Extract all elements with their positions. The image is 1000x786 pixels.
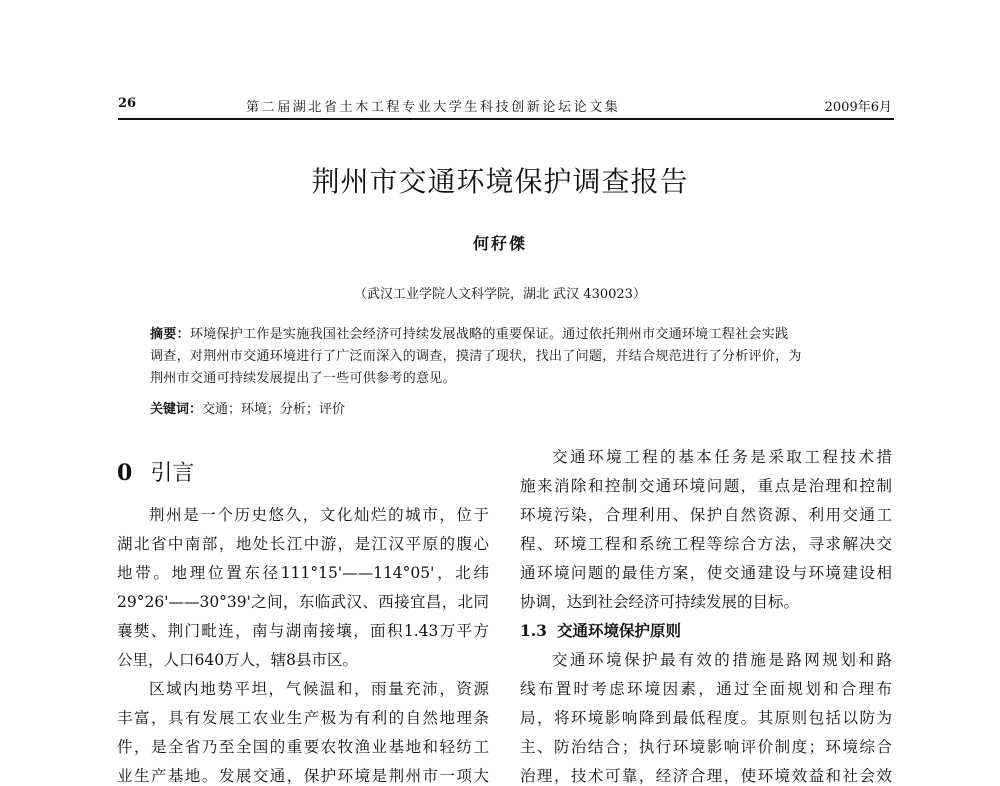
body-line: 线布置时考虑环境因素，通过全面规划和合理布 <box>520 680 892 698</box>
body-line: 程、环境工程和系统工程等综合方法，寻求解决交 <box>520 535 892 553</box>
paper-title: 荆州市交通环境保护调查报告 <box>311 165 689 198</box>
body-line: 交通环境保护最有效的措施是路网规划和路 <box>552 651 892 669</box>
body-line: 29°26'——30°39'之间，东临武汉、西接宜昌，北同 <box>117 593 489 611</box>
author-name: 何秄傑 <box>472 234 527 253</box>
body-line: 通环境问题的最佳方案，使交通建设与环境建设相 <box>520 564 892 582</box>
body-line: 丰富，具有发展工农业生产极为有利的自然地理条 <box>117 709 489 727</box>
body-line: 主、防治结合；执行环境影响评价制度；环境综合 <box>520 738 892 756</box>
running-header <box>118 96 894 120</box>
section-number: 0 <box>117 460 133 486</box>
body-line: 施来消除和控制交通环境问题，重点是治理和控制 <box>520 477 892 495</box>
body-line: 公里，人口640万人，辖8县市区。 <box>117 651 358 669</box>
page-number: 26 <box>118 96 137 111</box>
body-line: 襄樊、荆门毗连，南与湖南接壤，面积1.43万平方 <box>117 622 489 640</box>
section-heading <box>117 456 194 487</box>
abstract-line <box>150 324 870 346</box>
body-line: 治理，技术可靠，经济合理，使环境效益和社会效 <box>520 767 892 785</box>
body-line: 荆州是一个历史悠久，文化灿烂的城市，位于 <box>149 506 489 524</box>
keywords-label: 关键词： <box>150 402 203 417</box>
subsection-heading <box>520 619 681 641</box>
author-affiliation: （武汉工业学院人文科学院，湖北 武汉 430023） <box>354 287 646 302</box>
body-line: 区域内地势平坦，气候温和，雨量充沛，资源 <box>149 680 489 698</box>
abstract-text: 环境保护工作是实施我国社会经济可持续发展战略的重要保证。通过依托荆州市交通环境工程社会实践 <box>189 327 789 342</box>
body-line: 地带。地理位置东径111°15'——114°05'，北纬 <box>117 564 489 582</box>
body-line: 业生产基地。发展交通，保护环境是荆州市一项大 <box>117 767 489 785</box>
abstract-line: 荆州市交通可持续发展提出了一些可供参考的意见。 <box>150 371 456 386</box>
section-title: 引言 <box>150 461 195 486</box>
body-line: 协调，达到社会经济可持续发展的目标。 <box>520 593 800 611</box>
body-line: 件，是全省乃至全国的重要农牧渔业基地和轻纺工 <box>117 738 489 756</box>
keywords-text: 交通；环境；分析；评价 <box>202 402 346 417</box>
body-line: 湖北省中南部，地处长江中游，是江汉平原的腹心 <box>117 535 489 553</box>
abstract <box>150 324 870 390</box>
body-line: 环境污染，合理利用、保护自然资源、利用交通工 <box>520 506 892 524</box>
keywords <box>150 399 870 421</box>
abstract-line: 调查，对荆州市交通环境进行了广泛而深入的调查，摸清了现状，找出了问题，并结合规范进行了分析评价，为 <box>150 349 802 364</box>
body-line: 局，将环境影响降到最低程度。其原则包括以防为 <box>520 709 892 727</box>
abstract-label: 摘要： <box>150 327 190 342</box>
body-line: 交通环境工程的基本任务是采取工程技术措 <box>552 448 892 466</box>
subsection-number: 1.3 <box>520 621 547 640</box>
subsection-title: 交通环境保护原则 <box>556 621 681 640</box>
publication-date: 2009年6月 <box>824 100 892 115</box>
journal-title: 第二届湖北省土木工程专业大学生科技创新论坛论文集 <box>246 100 621 115</box>
